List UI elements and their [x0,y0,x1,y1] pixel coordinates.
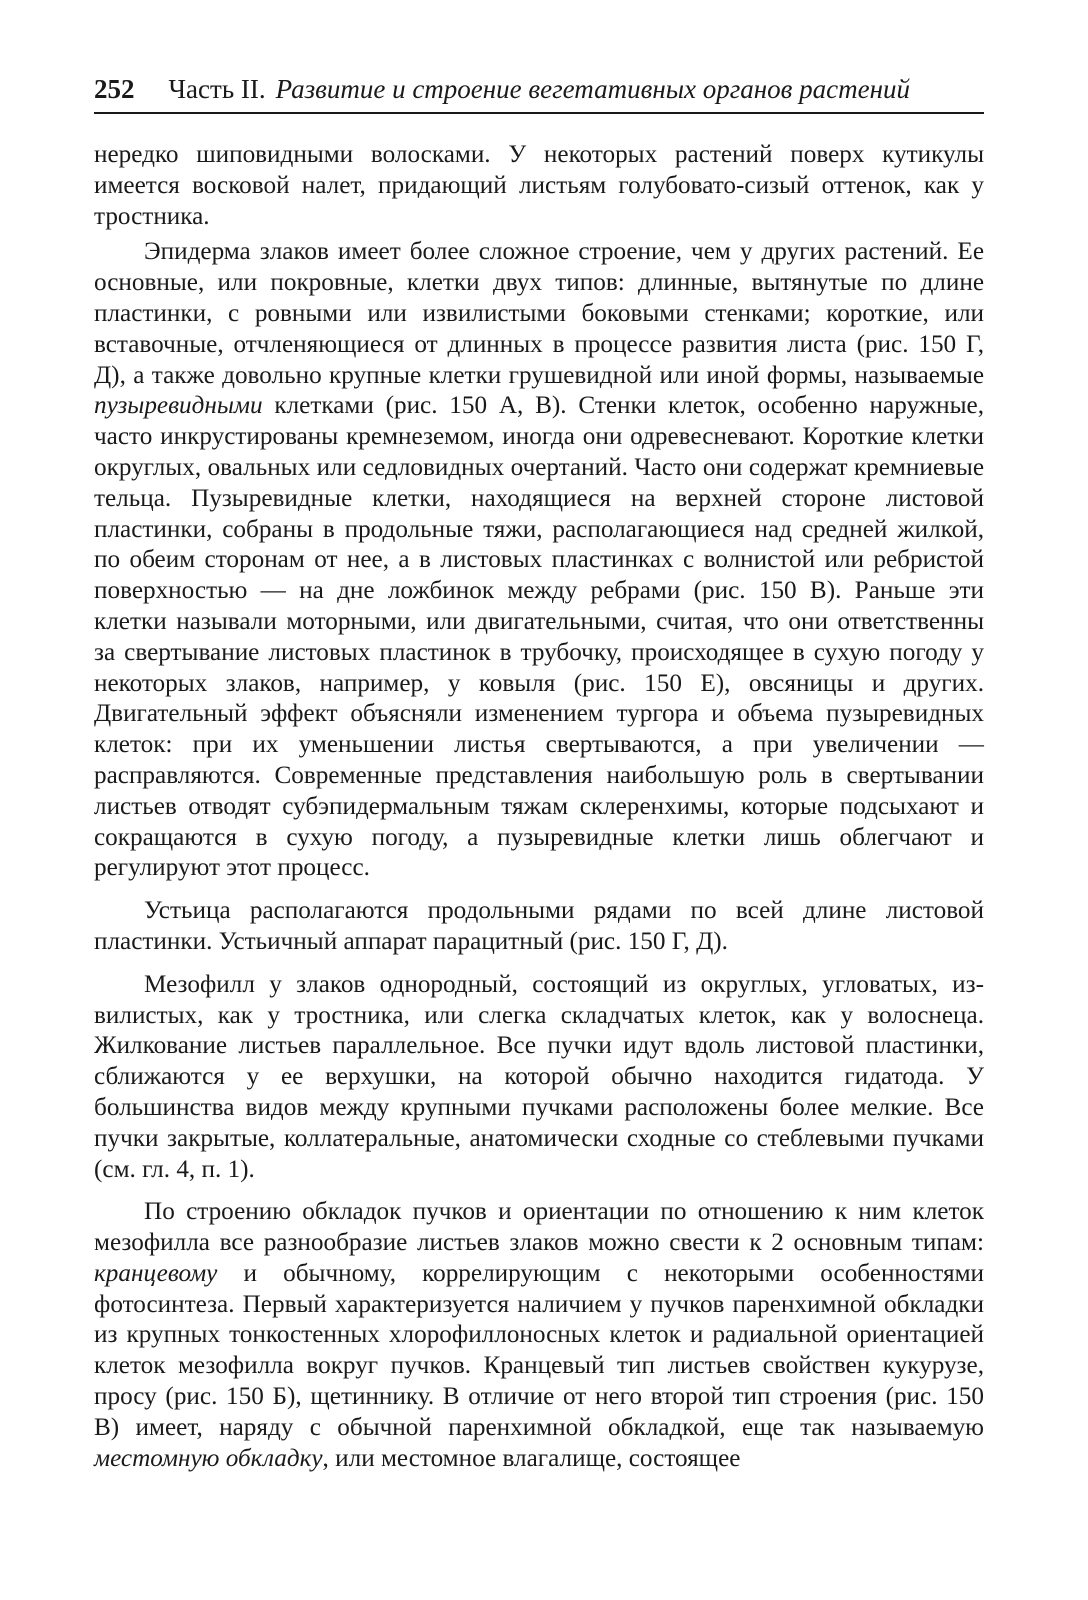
paragraph-text: По строению обкладок пучков и ориентации по отношению к ним клеток мезофилла все разнообразие листьев злаков можно свести к 2 основным типам: [94,1198,984,1257]
paragraph-stomata: Устьица располагаются продольными рядами по всей длине листовой пластинки. Устьичный аппарат парацитный (рис. 150 Г, Д). [94,897,984,955]
paragraph-mesophyll: Мезофилл у злаков однородный, состоящий из округлых, угловатых, извилистых, как у тростника, или слегка складчатых клеток, как у волоснеца. Жилкование листьев параллельное. Все пучки идут вдоль листовой пластинки, сближаются у ее верхушки, на которой обычно находится гидатода. У большинства видов между крупными пучками расположены более мелкие. Все пучки закрытые, коллатеральные, анатомически сходные со стеблевыми пучками (см. гл. 4, п. 1). [94,970,984,1183]
italic-term: местомную обкладку [94,1444,323,1472]
paragraph-text: и обычному, коррелирующим с некоторыми особенностями фотосинтеза. Первый характеризуется наличием у пучков паренхимной обкладки из крупных тонкостенных хлорофиллоносных клеток и радиальной ориентацией клеток мезофилла вокруг пучков. Кранцевый тип листьев свойствен кукурузе, просу (рис. 150 Б), щетиннику. В отличие от него второй тип строения (рис. 150 В) имеет, наряду с обычной паренхимной обкладкой, еще так называемую [94,1259,984,1441]
body-text [94,140,984,1474]
paragraph-text: , или местомное влагалище, состоящее [322,1444,741,1472]
paragraph-text: клетками (рис. 150 А, В). Стенки клеток, особенно наружные, часто инкрустированы кремнеземом, иногда они одревесневают. Короткие клетки округлых, овальных или седловидных очертаний. Часто они содержат кремниевые тельца. Пузыревидные клетки, находящиеся на верхней стороне листовой пластинки, собраны в продольные тяжи, располагающиеся над средней жилкой, по обеим сторонам от нее, а в листовых пластинках с волнистой или ребристой поверхностью — на дне ложбинок между ребрами (рис. 150 В). Раньше эти клетки называли моторными, или двигательными, считая, что они ответственны за свертывание листовых пластинок в трубочку, происходящее в сухую погоду у некоторых злаков, например, у ковыля (рис. 150 Е), овсяницы и других. Двигательный эффект объясняли изменением тургора и объема пузыревидных клеток: при их уменьшении листья свертываются, а при увеличении — расправляются. Современные представления наибольшую роль в свертывании листьев отводят субэпидермальным тяжам склеренхимы, которые подсыхают и сокращаются в сухую погоду, а пузыревидные клетки лишь облегчают и регулируют этот процесс. [94,392,984,882]
paragraph-epidermis [94,237,984,884]
paragraph-continuation: нередко шиповидными волосками. У некоторых растений поверх кутикулы имеется восковой налет, придающий листьям голубовато-сизый оттенок, как у тростника. [94,141,984,230]
italic-term: кранцевому [94,1259,218,1287]
part-label: Часть II. [168,74,266,104]
paragraph-bundle-sheaths [94,1197,984,1474]
part-title: Развитие и строение вегетативных органов растений [275,74,911,104]
paragraph-text: Эпидерма злаков имеет более сложное строение, чем у других растений. Ее основные, или покровные, клетки двух типов: длинные, вытянутые по длине пластинки, с ровными или извилистыми боковыми стенками; короткие, или вставочные, отчленяющиеся от длинных в процессе развития листа (рис. 150 Г, Д), а также довольно крупные клетки грушевидной или иной формы, называемые [94,238,984,389]
running-head [94,72,984,114]
italic-term: пузыревидными [94,392,263,420]
page-number: 252 [94,74,135,104]
